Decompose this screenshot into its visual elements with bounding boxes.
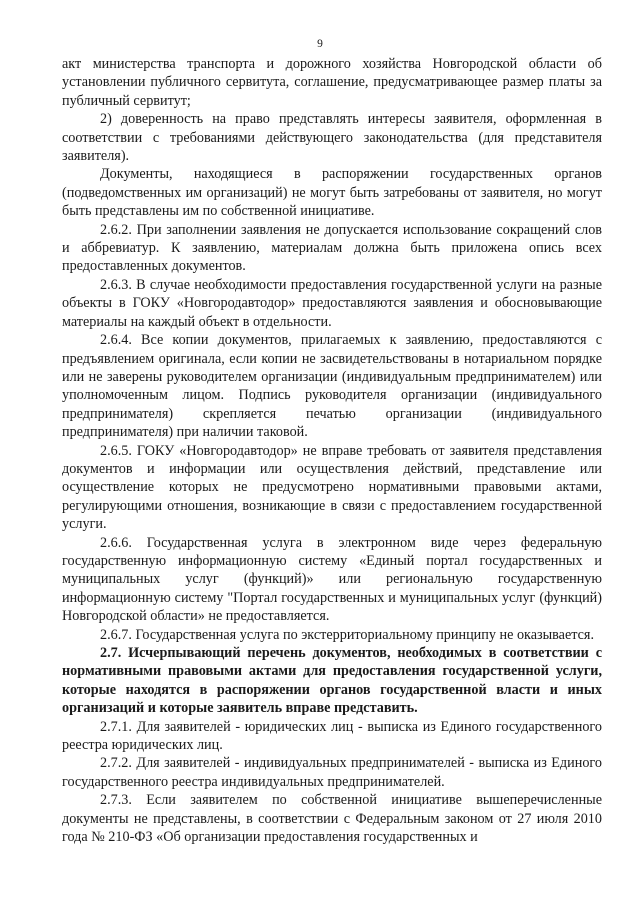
paragraph-2-7-3: 2.7.3. Если заявителем по собственной инициативе вышеперечисленные документы не представлены, в соответствии с Федеральным законом от 27 июля 2010 года № 210-ФЗ «Об организации предоставления государственных и xyxy=(62,792,602,846)
section-heading-2-7: 2.7. Исчерпывающий перечень документов, необходимых в соответствии с нормативными правовыми актами для предоставления государственной услуги, которые находятся в распоряжении органов государственной власти и иных организаций и которые заявитель вправе представить. xyxy=(62,645,602,717)
paragraph-2-6-3: 2.6.3. В случае необходимости предоставления государственной услуги на разные объекты в ГОКУ «Новгородавтодор» предоставляются заявления и обосновывающие материалы на каждый объект в отдельности. xyxy=(62,276,602,330)
paragraph-2-6-5: 2.6.5. ГОКУ «Новгородавтодор» не вправе требовать от заявителя представления документов и информации или осуществления действий, представление или осуществление которых не предусмотрено нормативными правовыми актами, регулирующими отношения, возникающие в связи с предоставлением государственной услуги. xyxy=(62,442,602,533)
paragraph-2-7-2: 2.7.2. Для заявителей - индивидуальных предпринимателей - выписка из Единого государственного реестра индивидуальных предпринимателей. xyxy=(62,755,602,790)
paragraph-2-6-4: 2.6.4. Все копии документов, прилагаемых к заявлению, предоставляются с предъявлением оригинала, если копии не засвидетельствованы в нотариальном порядке или не заверены руководителем организации (индивидуальным предпринимателем) или уполномоченным лицом. Подпись руководителя организации (индивидуального предпринимателя) скрепляется печатью организации (индивидуального предпринимателя) при наличии таковой. xyxy=(62,332,602,441)
paragraph-act-servitude: акт министерства транспорта и дорожного хозяйства Новгородской области об установлении публичного сервитута, соглашение, предусматривающее размер платы за публичный сервитут; xyxy=(62,56,602,109)
paragraph-2-6-2: 2.6.2. При заполнении заявления не допускается использование сокращений слов и аббревиатур. К заявлению, материалам должна быть приложена опись всех предоставленных документов. xyxy=(62,221,602,275)
paragraph-2-6-6: 2.6.6. Государственная услуга в электронном виде через федеральную государственную информационную систему «Единый портал государственных и муниципальных услуг (функций)» или региональную государственную информационную систему "Портал государственных и муниципальных услуг (функций) Новгородской области» не предоставляется. xyxy=(62,534,602,625)
paragraph-power-of-attorney: 2) доверенность на право представлять интересы заявителя, оформленная в соответствии с требованиями действующего законодательства (для представителя заявителя). xyxy=(62,111,602,165)
paragraph-documents-in-possession: Документы, находящиеся в распоряжении государственных органов (подведомственных им организаций) не могут быть затребованы от заявителя, но могут быть представлены им по собственной инициативе. xyxy=(62,166,602,220)
page-number: 9 xyxy=(317,38,323,50)
document-body xyxy=(62,55,602,846)
paragraph-2-7-1: 2.7.1. Для заявителей - юридических лиц - выписка из Единого государственного реестра юридических лиц. xyxy=(62,718,602,754)
paragraph-2-6-7: 2.6.7. Государственная услуга по экстерриториальному принципу не оказывается. xyxy=(100,626,594,643)
